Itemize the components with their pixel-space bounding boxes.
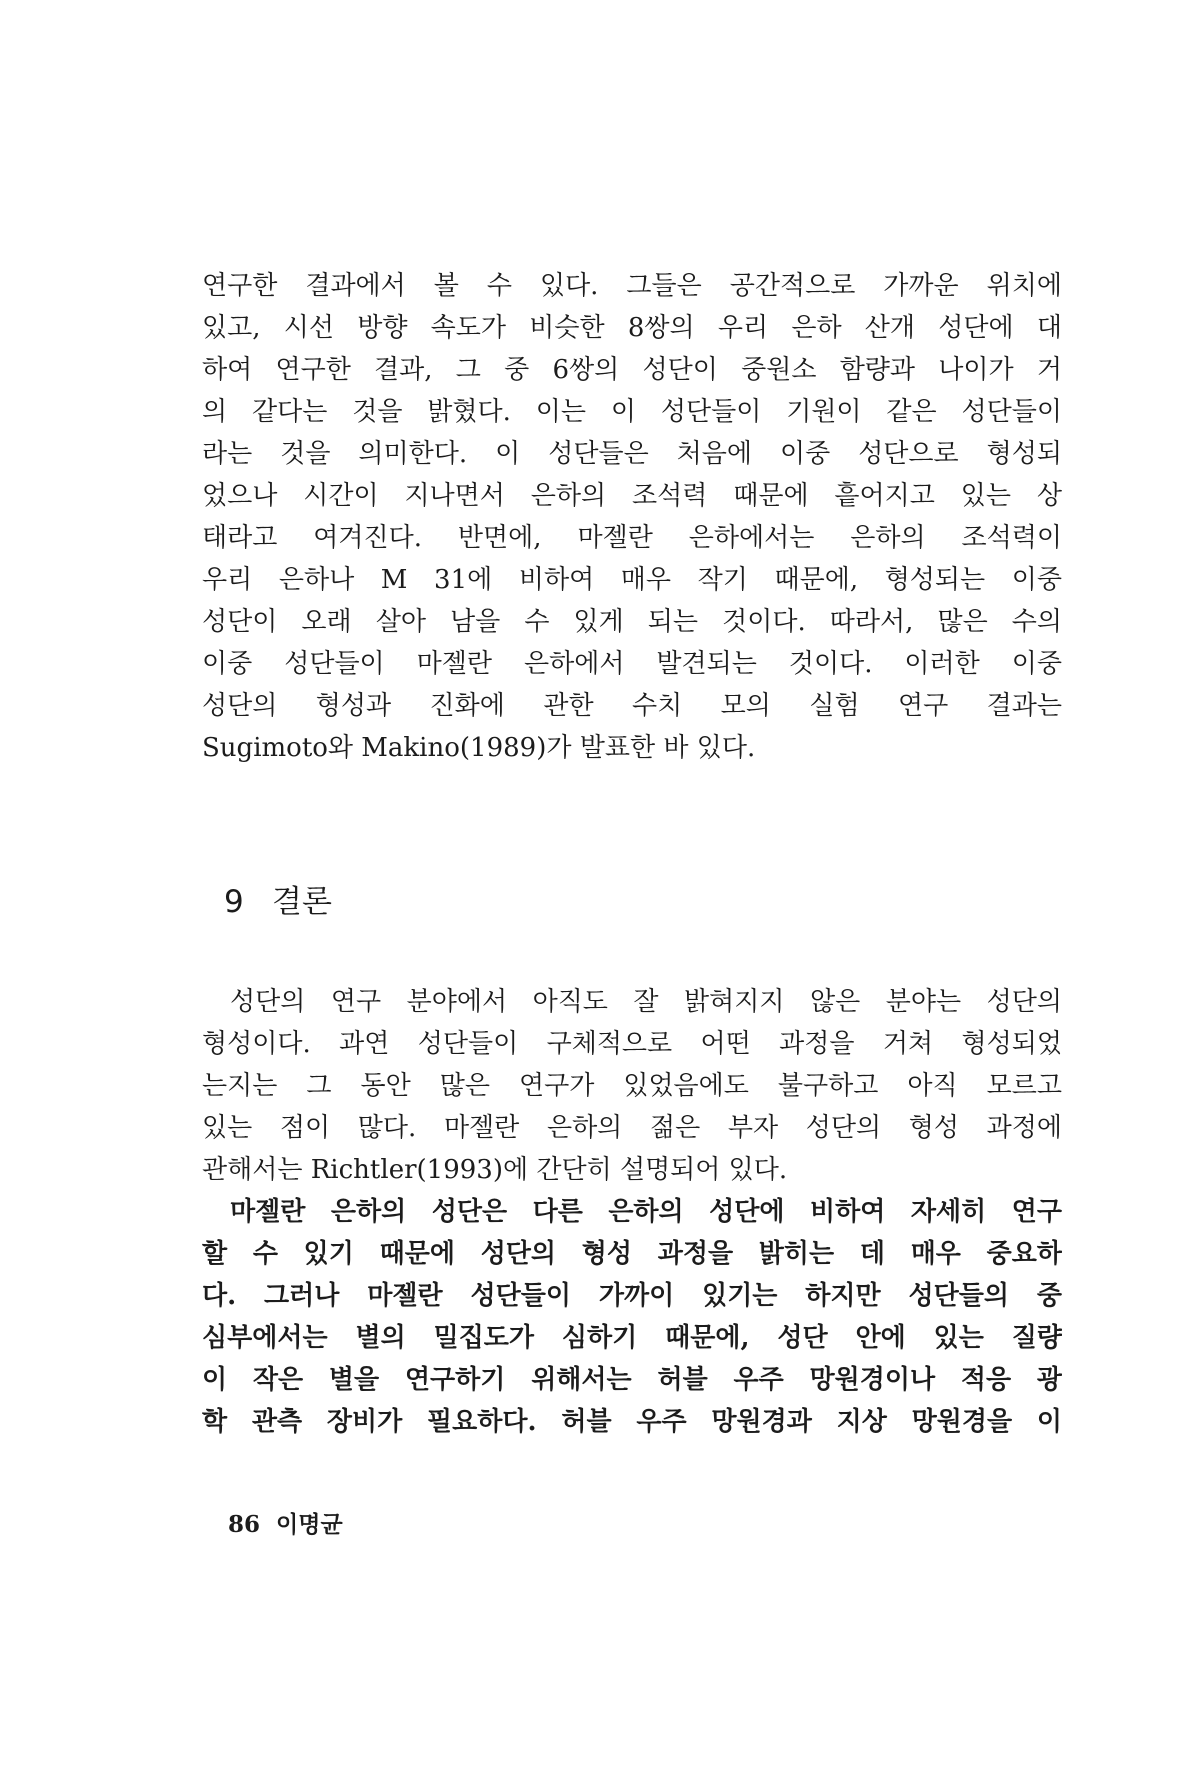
text-line: 다. 그러나 마젤란 성단들이 가까이 있기는 하지만 성단들의 중 (202, 1281, 1062, 1311)
text-line: 연구한 결과에서 볼 수 있다. 그들은 공간적으로 가까운 위치에 (202, 271, 1062, 301)
text-line: 마젤란 은하의 성단은 다른 은하의 성단에 비하여 자세히 연구 (230, 1197, 1062, 1227)
body-paragraph-2 (202, 981, 1062, 1191)
text-line: 있고, 시선 방향 속도가 비슷한 8쌍의 우리 은하 산개 성단에 대 (202, 313, 1062, 343)
text-line: 우리 은하나 M 31에 비하여 매우 작기 때문에, 형성되는 이중 (202, 565, 1062, 595)
text-line: 성단의 형성과 진화에 관한 수치 모의 실험 연구 결과는 (202, 691, 1062, 721)
section-number: 9 (224, 884, 244, 920)
text-line: 라는 것을 의미한다. 이 성단들은 처음에 이중 성단으로 형성되 (202, 439, 1062, 469)
page-number: 86 (228, 1511, 261, 1538)
text-line: 이 작은 별을 연구하기 위해서는 허블 우주 망원경이나 적응 광 (202, 1365, 1062, 1395)
text-line: 태라고 여겨진다. 반면에, 마젤란 은하에서는 은하의 조석력이 (202, 523, 1062, 553)
text-line: 관해서는 Richtler(1993)에 간단히 설명되어 있다. (202, 1155, 788, 1185)
text-line: 의 같다는 것을 밝혔다. 이는 이 성단들이 기원이 같은 성단들이 (202, 397, 1062, 427)
text-line: 었으나 시간이 지나면서 은하의 조석력 때문에 흩어지고 있는 상 (202, 481, 1062, 511)
text-line: 이중 성단들이 마젤란 은하에서 발견되는 것이다. 이러한 이중 (202, 649, 1062, 679)
text-line: 형성이다. 과연 성단들이 구체적으로 어떤 과정을 거쳐 형성되었 (202, 1029, 1062, 1059)
section-heading (224, 882, 332, 922)
body-paragraph-1 (202, 265, 1062, 769)
text-line: 학 관측 장비가 필요하다. 허블 우주 망원경과 지상 망원경을 이 (202, 1407, 1062, 1437)
text-line: 성단의 연구 분야에서 아직도 잘 밝혀지지 않은 분야는 성단의 (230, 987, 1062, 1017)
author-name: 이명균 (276, 1511, 343, 1538)
text-line: 하여 연구한 결과, 그 중 6쌍의 성단이 중원소 함량과 나이가 거 (202, 355, 1062, 385)
text-line: Sugimoto와 Makino(1989)가 발표한 바 있다. (202, 733, 756, 763)
text-line: 할 수 있기 때문에 성단의 형성 과정을 밝히는 데 매우 중요하 (202, 1239, 1062, 1269)
text-line: 성단이 오래 살아 남을 수 있게 되는 것이다. 따라서, 많은 수의 (202, 607, 1062, 637)
text-line: 는지는 그 동안 많은 연구가 있었음에도 불구하고 아직 모르고 (202, 1071, 1062, 1101)
text-line: 있는 점이 많다. 마젤란 은하의 젊은 부자 성단의 형성 과정에 (202, 1113, 1062, 1143)
section-title: 결론 (272, 884, 332, 920)
body-paragraph-3 (202, 1191, 1062, 1443)
text-line: 심부에서는 별의 밀집도가 심하기 때문에, 성단 안에 있는 질량 (202, 1323, 1062, 1353)
page-footer (228, 1510, 343, 1540)
